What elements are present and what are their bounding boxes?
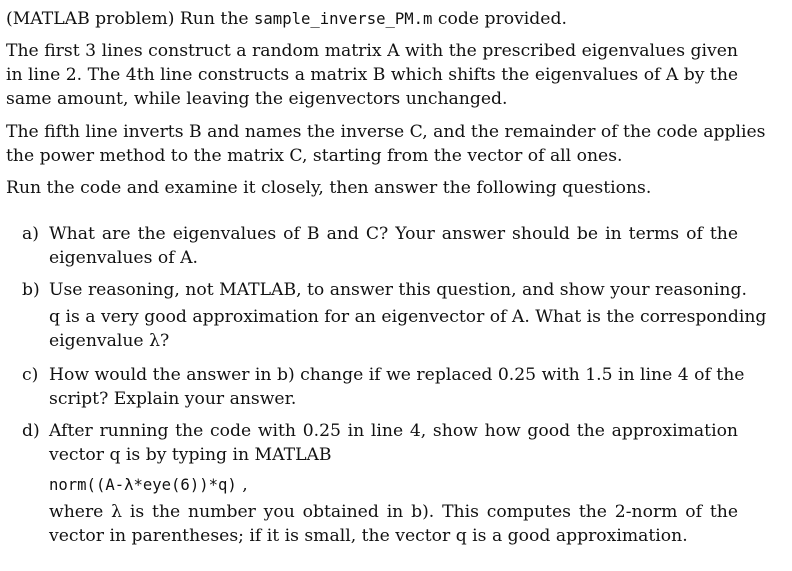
header-post: code provided. xyxy=(432,9,567,29)
question-b-label: b) xyxy=(22,280,40,300)
question-b-line1: Use reasoning, not MATLAB, to answer this question, and show your reasoning. xyxy=(49,280,747,300)
question-d-line4: where λ is the number you obtained in b). This computes the 2-norm of the xyxy=(49,502,738,522)
header-pre: (MATLAB problem) Run the xyxy=(6,9,255,29)
matlab-code-snippet: norm((A-λ*eye(6))*q) xyxy=(49,476,237,494)
question-b-line2: q is a very good approximation for an eigenvector of A. What is the corresponding xyxy=(49,307,767,327)
para1-line2: in line 2. The 4th line constructs a matrix B which shifts the eigenvalues of A by the xyxy=(6,65,739,85)
question-d-line1: After running the code with 0.25 in line 4, show how good the approximation xyxy=(49,421,738,441)
question-c-line1: How would the answer in b) change if we replaced 0.25 with 1.5 in line 4 of the xyxy=(49,365,745,385)
question-d-line5: vector in parentheses; if it is small, the vector q is a good approximation. xyxy=(49,526,688,546)
question-d-line2: vector q is by typing in MATLAB xyxy=(49,445,332,465)
para2-line1: The fifth line inverts B and names the inverse C, and the remainder of the code applies xyxy=(6,122,766,142)
question-c-line2: script? Explain your answer. xyxy=(49,389,297,409)
para1-line1: The first 3 lines construct a random matrix A with the prescribed eigenvalues given xyxy=(6,41,738,61)
para1-line3: same amount, while leaving the eigenvectors unchanged. xyxy=(6,89,508,109)
question-a-label: a) xyxy=(22,224,39,244)
question-a-line2: eigenvalues of A. xyxy=(49,248,198,268)
para2-line2: the power method to the matrix C, starting from the vector of all ones. xyxy=(6,146,623,166)
paragraph-instructions: Run the code and examine it closely, then answer the following questions. xyxy=(6,178,652,198)
question-d-label: d) xyxy=(22,421,40,441)
question-a-line1: What are the eigenvalues of B and C? Your answer should be in terms of the xyxy=(49,224,738,244)
question-d-code-line xyxy=(49,473,738,497)
code-filename: sample_inverse_PM.m xyxy=(254,10,433,28)
code-suffix: , xyxy=(236,475,248,495)
problem-header xyxy=(6,7,567,31)
question-c-label: c) xyxy=(22,365,39,385)
question-b-line3: eigenvalue λ? xyxy=(49,331,170,351)
